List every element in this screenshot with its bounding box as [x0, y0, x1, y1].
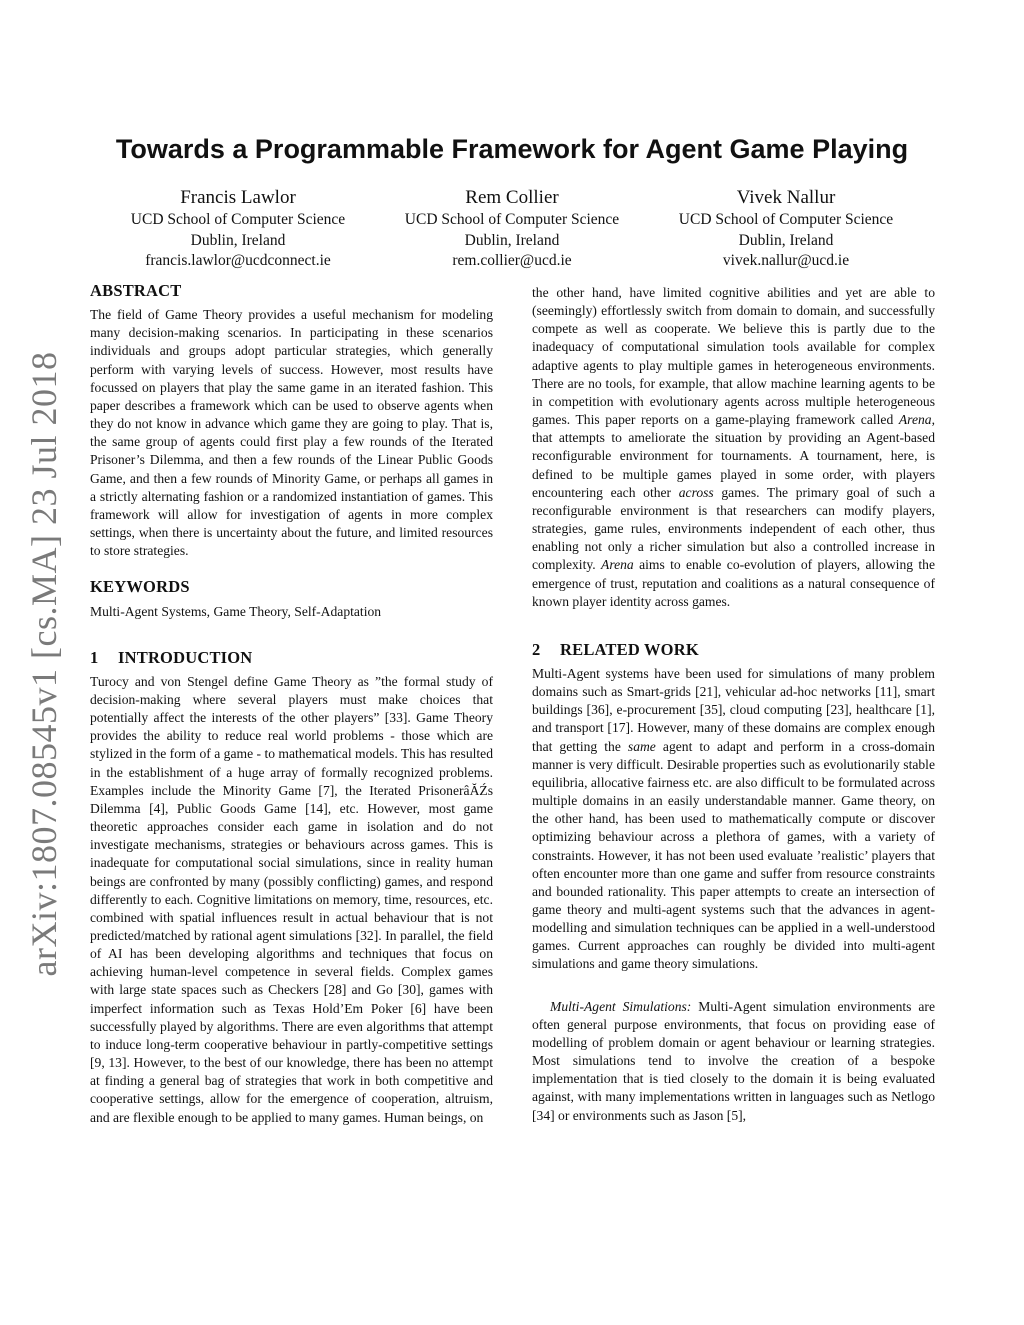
author-name: Vivek Nallur: [736, 187, 836, 208]
keywords-text: Multi-Agent Systems, Game Theory, Self-Adaptation: [90, 603, 382, 619]
intro-cont-2: , that attempts to ameliorate the situation by providing an Agent-based reconfigurable environment for tournaments. A tournament, here, is defined to be multiple games played in some order, with players encountering each other: [532, 412, 935, 500]
section-title: INTRODUCTION: [118, 647, 253, 667]
author-name: Francis Lawlor: [180, 187, 296, 208]
abstract-heading: ABSTRACT: [90, 281, 182, 300]
keywords-heading: KEYWORDS: [90, 577, 190, 597]
abstract-text: The field of Game Theory provides a useful mechanism for modeling many decision-making scenarios. In participating in these scenarios individuals and groups adopt particular strategies, which generally perform with varying levels of success. However, most results have focussed on players that play the same game in an iterated fashion. This paper describes a framework which can be used to observe agents when they do not know in advance which game they are going to play. That is, the same group of agents could first play a few rounds of the Iterated Prisoner’s Dilemma, and then a few rounds of the Linear Public Goods Game, and then a few rounds of Minority Game, or perhaps all games in a strictly alternating fashion or a randomized instantiation of games. This framework will allow for investigation of agents in more complex settings, when there is uncertainty about the future, and limited resources to store strategies.: [90, 307, 493, 559]
section-title: RELATED WORK: [560, 639, 699, 659]
right-column: [532, 284, 935, 1125]
intro-cont-4: aims to enable co-evolution of players, allowing the emergence of trust, reputation and coalitions as a natural consequence of known player identity across games.: [532, 557, 935, 609]
author-block-1: [108, 186, 368, 272]
introduction-text: Turocy and von Stengel define Game Theory as ”the formal study of decision-making where several players must make choices that potentially affect the interests of the other players” [33]. Game Theory provides the ability to reduce real world problems - those which are stylized in the form of a game - to mathematical models. This has resulted in the establishment of a huge array of formally recognized problems. Examples include the Minority Game [7], the Iterated PrisonerâĂŹs Dilemma [4], Public Goods Game [14], etc. However, most game theoretic approaches consider each game in isolation and do not investigate mechanisms, strategies or behaviours across games. This is inadequate for computational social simulations, since in reality human beings are confronted by many (possibly conflicting) games, and respond differently to each. Cognitive limitations on memory, time, resources, etc. combined with spatial influences result in actual behaviour that is not predicted/matched by rational agent simulations [32]. In parallel, the field of AI has been developing algorithms and techniques that focus on achieving human-level competence in several fields. Complex games with large state spaces such as Checkers [28] and Go [30], games with imperfect information such as Texas Hold’Em Poker [6] have been successfully played by algorithms. There are even algorithms that attempt to induce long-term cooperative behaviour in partly-competitive settings [9, 13]. However, to the best of our knowledge, there has been no attempt at finding a general bag of strategies that work in both competitive and cooperative settings, allow for the emergence of cooperation, altruism, and are flexible enough to be applied to many games. Human beings, on: [90, 673, 493, 1125]
rw-text-c: Multi-Agent simulation environments are often general purpose environments, that focus on providing ease of modelling of problem domain or agent behaviour or learning strategies. Most simulations tend to involve the creation of a bespoke implementation that is tied closely to the domain it is being evaluated against, with many implementations written in languages such as Netlogo [34] or environments such as Jason [5],: [532, 998, 935, 1123]
across-word: across: [678, 484, 714, 500]
rw-text-b: agent to adapt and perform in a cross-domain manner is very difficult. Desirable properties such as evolutionarily stable equilibria, allocative fairness etc. are also difficult to be formulated across multiple domains in an easily understandable manner. Game theory, on the other hand, has been used to mathematically compute or discover optimizing behaviour across a plethora of games, with a variety of constraints. However, it has not been used evaluate ’realistic’ players that often encounter more than one game and suffer from resource constraints and bounded rationality. This paper attempts to create an intersection of game theory and multi-agent systems such that the advances in agent-modelling and simulation techniques can be applied in a well-understood games. Current approaches can roughly be divided into multi-agent simulations and game theory simulations.: [532, 738, 935, 972]
author-location: Dublin, Ireland: [190, 231, 286, 249]
related-work-paragraph-2: [532, 998, 935, 1125]
author-location: Dublin, Ireland: [738, 231, 834, 249]
left-column: [90, 282, 493, 1127]
author-email[interactable]: francis.lawlor@ucdconnect.ie: [145, 252, 331, 269]
author-email[interactable]: vivek.nallur@ucd.ie: [722, 252, 850, 269]
same-word: same: [627, 738, 656, 754]
intro-cont-1: the other hand, have limited cognitive abilities and yet are able to (seemingly) effortlessly switch from domain to domain, and successfully compete as well as cooperate. We believe this is partly due to the inadequacy of computational simulation tools available for complex adaptive agents to play multiple games in heterogeneous environments. There are no tools, for example, that allow machine learning agents to be in competition with evolutionary agents across multiple heterogeneous games. This paper reports on a game-playing framework called: [532, 285, 935, 428]
arena-name-2: Arena: [601, 557, 634, 573]
author-location: Dublin, Ireland: [464, 231, 560, 249]
section-number: 2: [532, 639, 541, 659]
author-affiliation: UCD School of Computer Science: [404, 211, 620, 228]
subsection-heading: Multi-Agent Simulations:: [550, 998, 692, 1014]
arxiv-stamp-text: arXiv:1807.08545v1 [cs.MA] 23 Jul 2018: [24, 351, 64, 977]
rw-text-a: Multi-Agent systems have been used for simulations of many problem domains such as Smart-grids [21], vehicular ad-hoc networks [11], smart buildings [36], e-procurement [35], cloud computing [23], healthcare [1], and transport [17]. However, many of these domains are complex enough that getting the: [532, 665, 935, 754]
author-affiliation: UCD School of Computer Science: [130, 211, 346, 228]
author-name: Rem Collier: [465, 187, 559, 208]
paper-title: Towards a Programmable Framework for Agent Game Playing: [115, 134, 909, 164]
intro-cont-3: games. The primary goal of such a reconfigurable environment is that researchers can modify players, strategies, game rules, environments independent of each other, thus enabling not only a richer simulation but also a controlled increase in complexity.: [532, 484, 935, 573]
section-number: 1: [90, 647, 99, 667]
introduction-heading: [90, 649, 493, 667]
introduction-continued: [532, 284, 935, 611]
arena-name: Arena: [898, 412, 932, 428]
related-work-paragraph-1: [532, 665, 935, 974]
related-work-heading: [532, 641, 935, 659]
author-email[interactable]: rem.collier@ucd.ie: [452, 252, 572, 269]
author-block-3: [656, 186, 916, 272]
author-affiliation: UCD School of Computer Science: [678, 211, 894, 228]
author-block-2: [382, 186, 642, 272]
